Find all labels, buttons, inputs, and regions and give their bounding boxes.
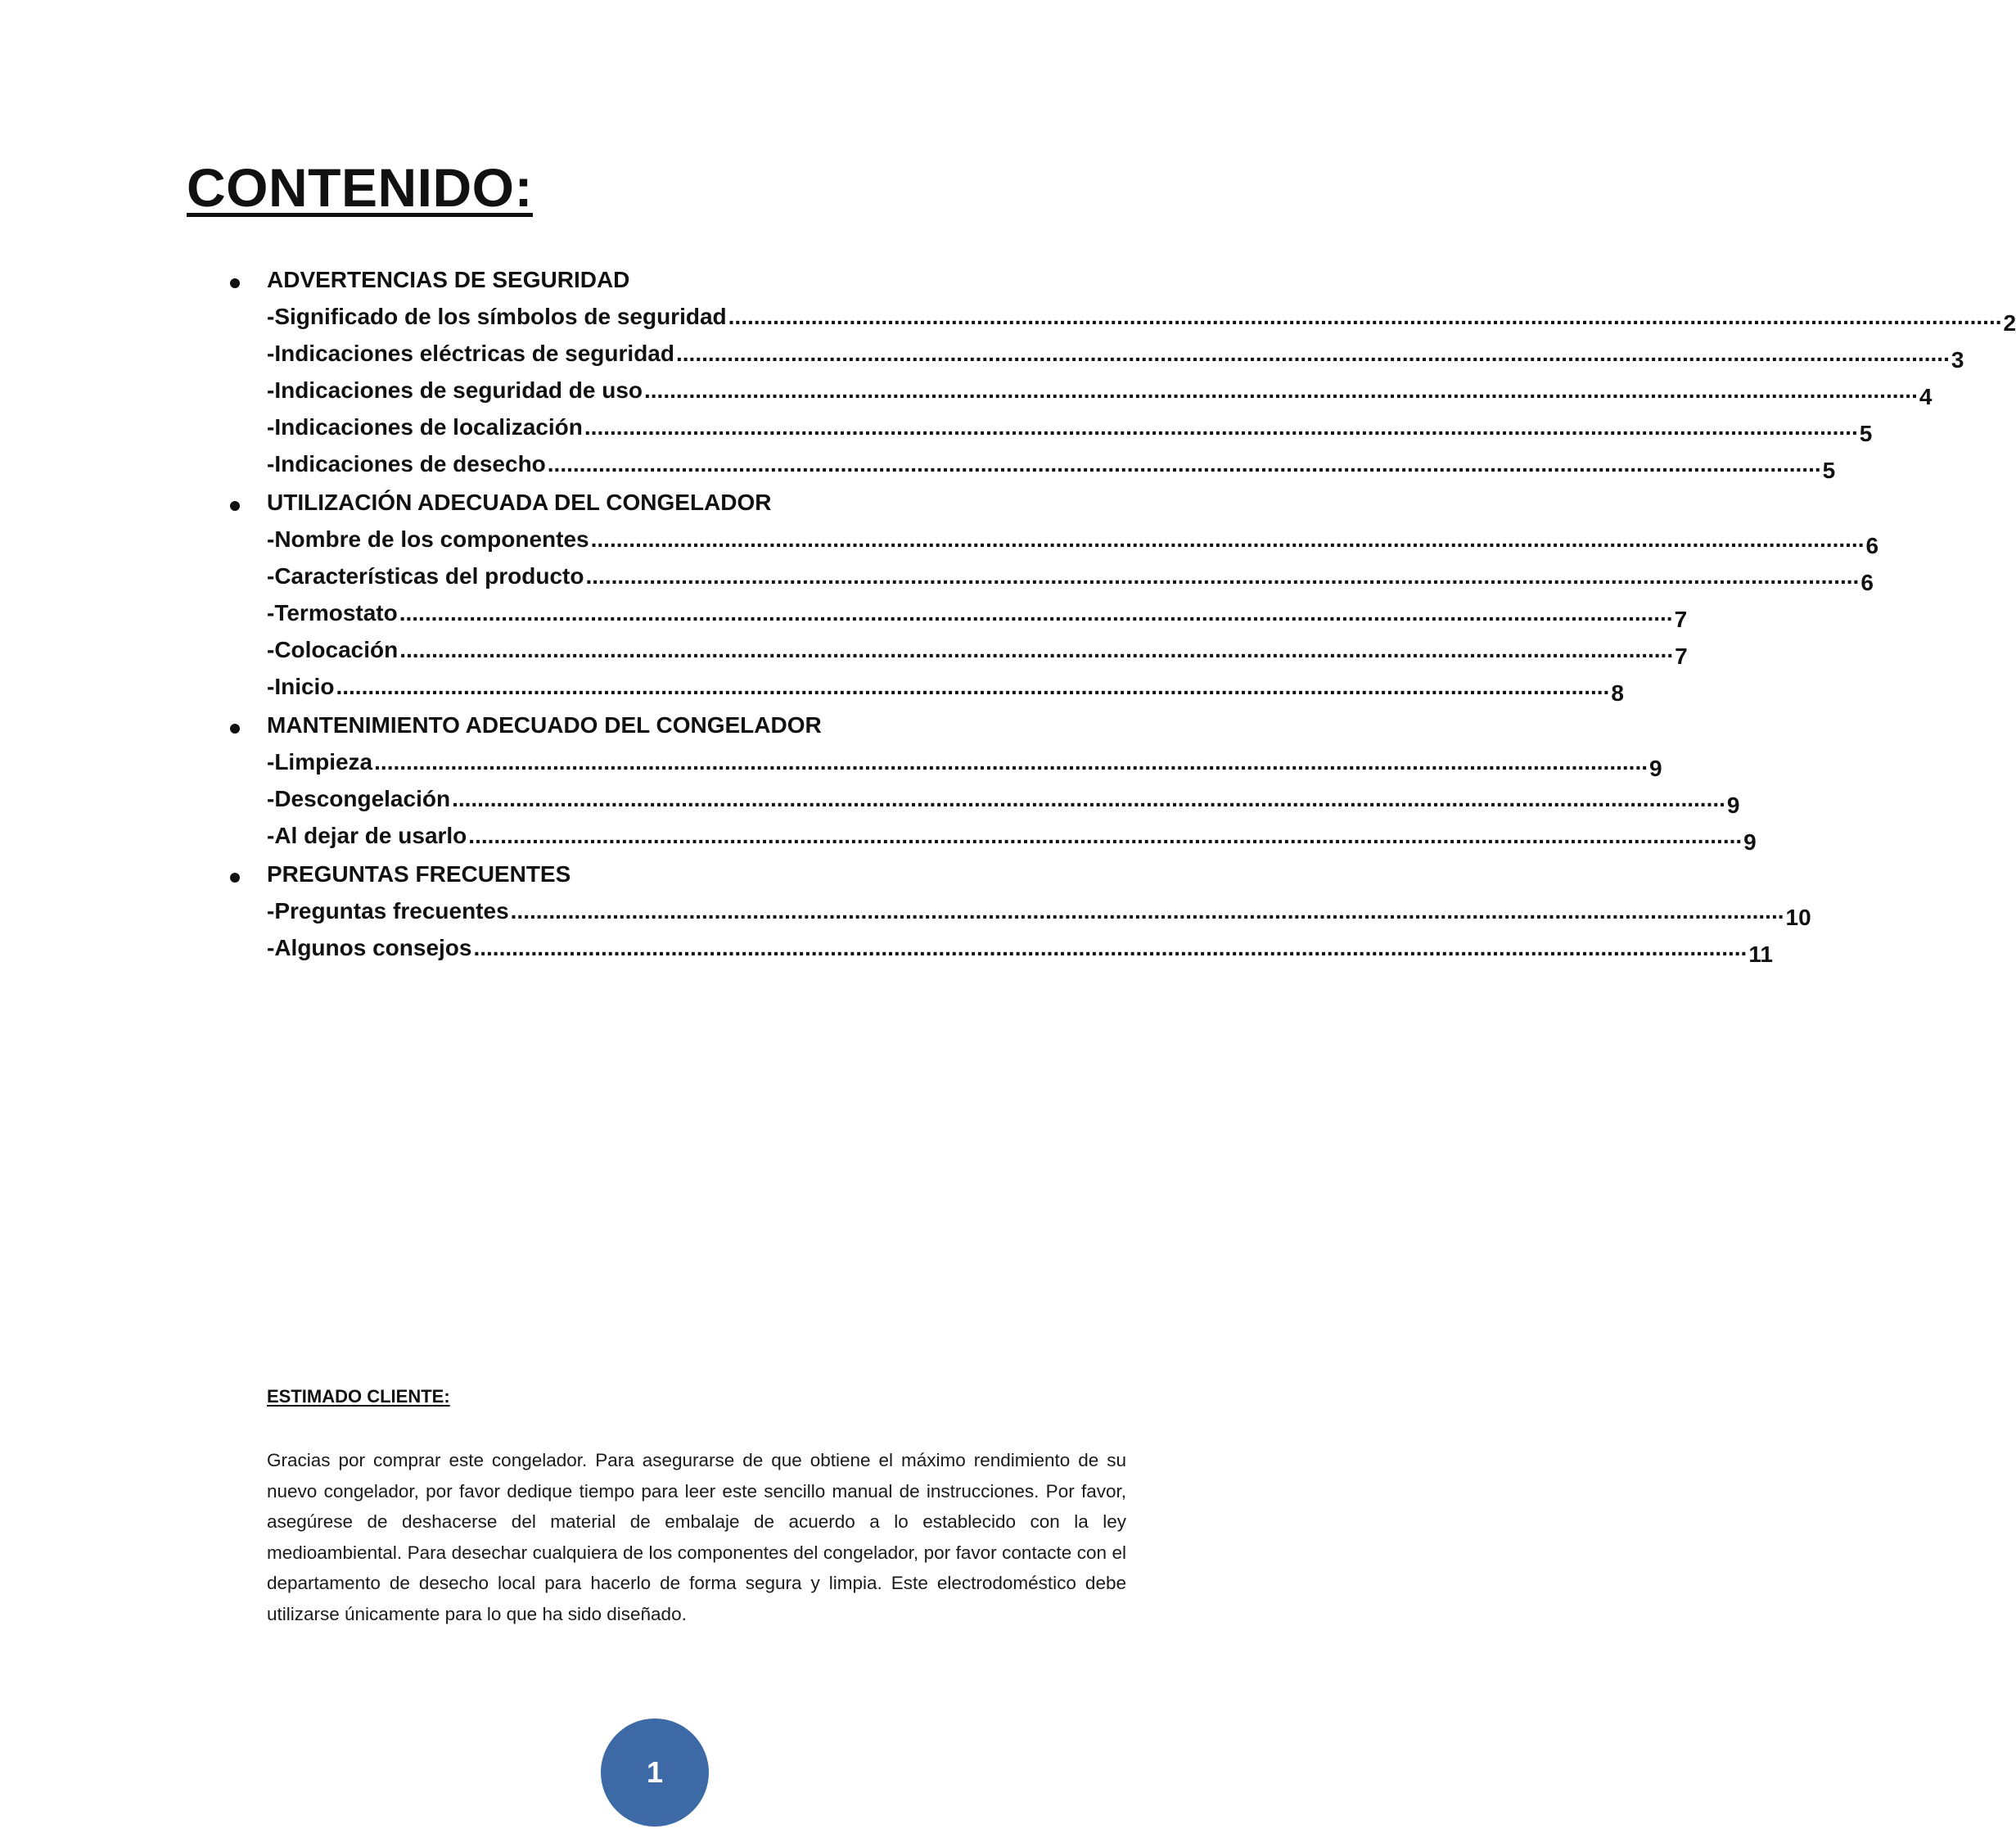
toc-entry: [267, 451, 1836, 485]
dot-leader: ........................................................................................................................................................................................................: [590, 526, 1865, 552]
toc-entry-label: -Termostato: [267, 600, 398, 625]
dot-leader: ........................................................................................................................................................................................................: [399, 637, 1674, 662]
toc-entry: [267, 377, 1933, 412]
greeting-title: ESTIMADO CLIENTE:: [267, 1386, 450, 1407]
dot-leader: ........................................................................................................................................................................................................: [584, 414, 1858, 440]
toc-section-title: MANTENIMIENTO ADECUADO DEL CONGELADOR: [267, 712, 822, 738]
toc-page-number: 7: [1674, 607, 1688, 632]
bullet-icon: [230, 724, 240, 734]
toc-entry-label: -Significado de los símbolos de seguridad: [267, 304, 727, 329]
toc-page-number: 7: [1675, 644, 1688, 669]
toc-section-title: UTILIZACIÓN ADECUADA DEL CONGELADOR: [267, 490, 772, 515]
toc-entry-label: -Algunos consejos: [267, 935, 472, 960]
dot-leader: ........................................................................................................................................................................................................: [374, 749, 1648, 774]
toc-entry-label: -Características del producto: [267, 563, 584, 589]
toc-entry: [267, 823, 1757, 857]
dot-leader: ........................................................................................................................................................................................................: [547, 451, 1821, 476]
toc-page-number: 3: [1951, 347, 1964, 373]
toc-entry: [267, 786, 1740, 820]
toc-page-number: 6: [1860, 570, 1874, 595]
toc-page-number: 9: [1743, 829, 1757, 855]
toc-page-number: 4: [1919, 384, 1933, 409]
toc-page-number: 6: [1865, 533, 1879, 558]
toc-page-number: 11: [1748, 942, 1773, 967]
toc-entry: [267, 600, 1688, 634]
dot-leader: ........................................................................................................................................................................................................: [336, 674, 1610, 699]
toc-entry: [267, 526, 1879, 561]
toc-entry: [267, 341, 1964, 375]
dot-leader: ........................................................................................................................................................................................................: [399, 600, 1673, 625]
toc-entry: [267, 898, 1811, 933]
dot-leader: ........................................................................................................................................................................................................: [473, 935, 1748, 960]
toc-section-title: ADVERTENCIAS DE SEGURIDAD: [267, 267, 630, 292]
toc-entry: [267, 304, 2016, 338]
toc-entry: [267, 637, 1688, 671]
page-number-badge: [601, 1718, 709, 1827]
toc-entry: [267, 414, 1873, 449]
toc-entry-label: -Preguntas frecuentes: [267, 898, 509, 924]
toc-entry-label: -Al dejar de usarlo: [267, 823, 467, 848]
page-title: CONTENIDO:: [187, 157, 533, 218]
dot-leader: ........................................................................................................................................................................................................: [510, 898, 1784, 924]
toc-page-number: 5: [1859, 421, 1873, 446]
toc-page-number: 8: [1611, 680, 1624, 706]
toc-entry-label: -Descongelación: [267, 786, 451, 811]
toc-entry-label: -Inicio: [267, 674, 335, 699]
bullet-icon: [230, 278, 240, 288]
dot-leader: ........................................................................................................................................................................................................: [728, 304, 2002, 329]
dot-leader: ........................................................................................................................................................................................................: [468, 823, 1743, 848]
toc-entry-label: -Indicaciones de seguridad de uso: [267, 377, 643, 403]
dot-leader: ........................................................................................................................................................................................................: [452, 786, 1725, 811]
dot-leader: ........................................................................................................................................................................................................: [585, 563, 1860, 589]
toc-entry-label: -Indicaciones de localización: [267, 414, 583, 440]
dot-leader: ........................................................................................................................................................................................................: [675, 341, 1950, 366]
bullet-icon: [230, 873, 240, 883]
toc-page-number: 10: [1785, 905, 1811, 930]
greeting-body: Gracias por comprar este congelador. Para asegurarse de que obtiene el máximo rendimiento de su nuevo congelador, por favor dedique tiempo para leer este sencillo manual de instrucciones. Por favor, asegúrese de deshacerse del material de embalaje de acuerdo a lo establecido con la ley medioambiental. Para desechar cualquiera de los componentes del congelador, por favor contacte con el departamento de desecho local para hacerlo de forma segura y limpia. Este electrodoméstico debe utilizarse únicamente para lo que ha sido diseñado.: [267, 1450, 1126, 1624]
toc-entry: [267, 935, 1773, 969]
toc-entry-label: -Indicaciones de desecho: [267, 451, 546, 476]
toc-page-number: 5: [1822, 458, 1836, 483]
toc-page-number: 2: [2003, 310, 2016, 336]
toc-entry-label: -Limpieza: [267, 749, 373, 774]
toc-entry-label: -Nombre de los componentes: [267, 526, 589, 552]
bullet-icon: [230, 501, 240, 511]
toc-entry-label: -Colocación: [267, 637, 399, 662]
toc-section-title: PREGUNTAS FRECUENTES: [267, 861, 571, 887]
toc-entry: [267, 749, 1662, 784]
page-number: 1: [646, 1755, 664, 1789]
toc-entry-label: -Indicaciones eléctricas de seguridad: [267, 341, 674, 366]
toc-entry: [267, 563, 1874, 598]
dot-leader: ........................................................................................................................................................................................................: [644, 377, 1918, 403]
toc-entry: [267, 674, 1624, 708]
toc-page-number: 9: [1649, 756, 1662, 781]
toc-page-number: 9: [1726, 793, 1740, 818]
